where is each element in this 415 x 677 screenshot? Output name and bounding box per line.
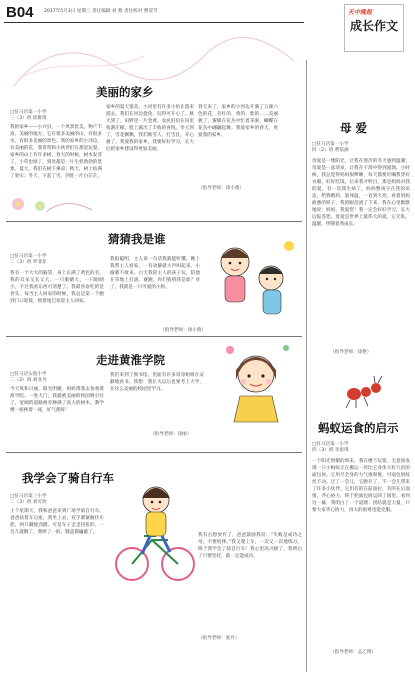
article-body-col2: 我很聪明，主人说一句话我就能听懂。晚上我帮主人看家，一有动静就大声叫起来，小偷都不敢来。白天我陪主人的孩子玩，陪他在草地上打滚、赛跑。你们猜猜我是谁？对了，我就是一只可爱的小狗。 <box>110 257 200 290</box>
article-body-col1: 上个星期天，我和爸爸来到广场学骑自行车。爸爸扶着车后座，我坐上去，双手紧紧握住车把，两只脚使劲蹬。可是车子歪歪扭扭的，一会儿就倒了，我摔了一跤，膝盖都磕破了。 <box>10 509 104 535</box>
article-title-learn-bike: 我学会了骑自行车 <box>22 471 114 485</box>
children-illustration <box>205 232 301 332</box>
article-credit: （指导老师：徐艳） <box>330 350 372 355</box>
article-title-mother-love: 母 爱 <box>340 121 368 135</box>
article-byline: □驻马店第一小学 二（3）班 罗菲菲 <box>10 254 47 265</box>
masthead-brand: 天中晚报 <box>348 9 373 16</box>
section-divider <box>6 452 302 453</box>
article-byline: □驻马店第一小学 三（3）班 崔雅琦 <box>10 110 47 121</box>
article-body-col3: 春天来了，家乡的小河边开满了五颜六色的花，有红的、黄的、紫的……美丽极了，蜜蜂在花丛中忙着采蜜，蝴蝶在花丛中翩翩起舞。我爱家乡的春天，更爱我的家乡。 <box>198 105 278 138</box>
article-body-col1: 我有一个大大的脑袋，身上长满了黄色的毛，我的耳朵又长又大，一只眼睛大，一只眼睛小，不过我看东西可清楚了。我最喜欢吃的是骨头，每当主人回家的时候，我总是第一个跑到门口迎接，摇着尾巴欢迎主人回家。 <box>10 271 104 304</box>
article-byline: □驻马店第一小学 四（2）班 曹依涵 <box>312 142 349 153</box>
article-credit: （指导老师：孟乙博） <box>330 650 376 655</box>
section-divider <box>6 336 302 337</box>
article-credit: （指导老师：徐小燕） <box>198 186 244 191</box>
page-number: B04 <box>6 4 34 21</box>
ant-illustration <box>340 372 390 412</box>
article-byline: □驻马店第三小学 二（3）班 刘可欣 <box>10 494 47 505</box>
article-body: 母爱是一缕阳光，让我在寒冷的冬天感到温暖；母爱是一泓清泉，让我在干渴中得到滋润。小时候，我总觉得妈妈很啰嗦，每天都要叮嘱我穿好衣服、好好吃饭。后来我才明白，那是妈妈对我的爱。有一次我生病了，妈妈整夜守在我的床边，给我喂药、量体温，一直到天亮。看着妈妈疲惫的样子，我的眼泪流了下来。我在心里默默地说：妈妈，我爱您！我一定会好好学习，长大后报答您。母爱是世界上最伟大的爱，它无私、温暖，伴随着我成长。 <box>312 159 410 227</box>
bicycle-illustration <box>112 478 196 588</box>
section-divider <box>6 221 302 222</box>
article-credit: （指导老师：徐丽） <box>150 432 192 437</box>
article-byline: □驻马店第一小学 四（3）班 李思琪 <box>312 442 349 453</box>
article-title-ant-story: 蚂蚁运食的启示 <box>318 421 399 435</box>
article-credit: （指导老师：徐小燕） <box>160 328 206 333</box>
article-body-col1: 我的家乡——小兴县，一个风景优美、物产丰富、美丽的地方，它有很多美丽的山，有很多水，有很多美丽的景色。我的家乡的小河边，有美丽的花，我常常和小伙伴们在那里玩耍。家乡的山上有许多树，春天的时候，树木发芽了，小草也绿了，到处都是一片生机勃勃的景象。夏天，我们在树下乘凉；秋天，树上结满了果实；冬天，下起了雪，到处一片白茫茫。 <box>10 125 102 179</box>
article-title-guess-who: 猜猜我是谁 <box>108 232 166 246</box>
article-body: 一个阳光明媚的周末，我在楼下玩耍，无意间发现一只小蚂蚁正在搬运一块比它身体大好几倍的面包屑。它用尽全身的力气推呀推，可面包屑纹丝不动。过了一会儿，它跑开了，不一会儿带来了许多小伙伴。它们有的在前面拉，有的在后面推，齐心协力，终于把面包屑运回了洞里。看到这一幕，我明白了一个道理：团结就是力量，只要大家齐心协力，再大的困难也能克服。 <box>312 459 410 513</box>
header-info: 2017年5月3日 星期三 责任编辑 刘 燕 责任校对 曹迎节 <box>44 9 158 14</box>
article-body-col2: 我们来到了图书馆，里面有许多哥哥姐姐在安静地看书。我想：我长大以后也要考上大学，在这么美丽的校园里学习。 <box>110 373 204 392</box>
header-rule <box>4 22 304 23</box>
masthead <box>344 4 404 52</box>
article-body-col1: 今天风和日丽，阳光明媚，妈妈带我去参观黄淮学院。一进大门，我就被美丽的校园吸引住了，宽阔的道路两旁种满了高大的树木，教学楼一座挨着一座，好气派呀！ <box>10 387 104 413</box>
girl-illustration <box>210 340 302 424</box>
article-credit: （指导老师：张丹） <box>198 636 240 641</box>
flower-decoration <box>6 192 96 216</box>
article-byline: □驻马店实验小学 二（2）班 刘亚丹 <box>10 372 47 383</box>
masthead-title: 成长作文 <box>349 19 398 33</box>
column-divider <box>306 60 307 672</box>
article-body-col2: 我有点想放弃了，爸爸鼓励我说：“失败是成功之母，不要怕摔。”我又爬上车，一次又一次地练习，终于我学会了骑自行车！我心里高兴极了，我明白了只要坚持，就一定能成功。 <box>198 533 302 559</box>
article-title-going-to-school: 走进黄淮学院 <box>96 353 165 367</box>
article-body-col2: 家乡的夏天很美，小河里有许多小鱼在游来游去，我们在河边捉鱼，玩得可开心了。秋天到了，田野里一片金黄，农民伯伯在田里收割庄稼，脸上露出了丰收的喜悦。冬天到了，雪花飘飘，我们堆雪人、打雪仗，开心极了。我爱我的家乡，我要好好学习，长大后把家乡建设得更加美丽。 <box>106 105 194 152</box>
article-title-beautiful-home: 美丽的家乡 <box>96 85 154 99</box>
header-swirl-decoration <box>4 26 304 96</box>
